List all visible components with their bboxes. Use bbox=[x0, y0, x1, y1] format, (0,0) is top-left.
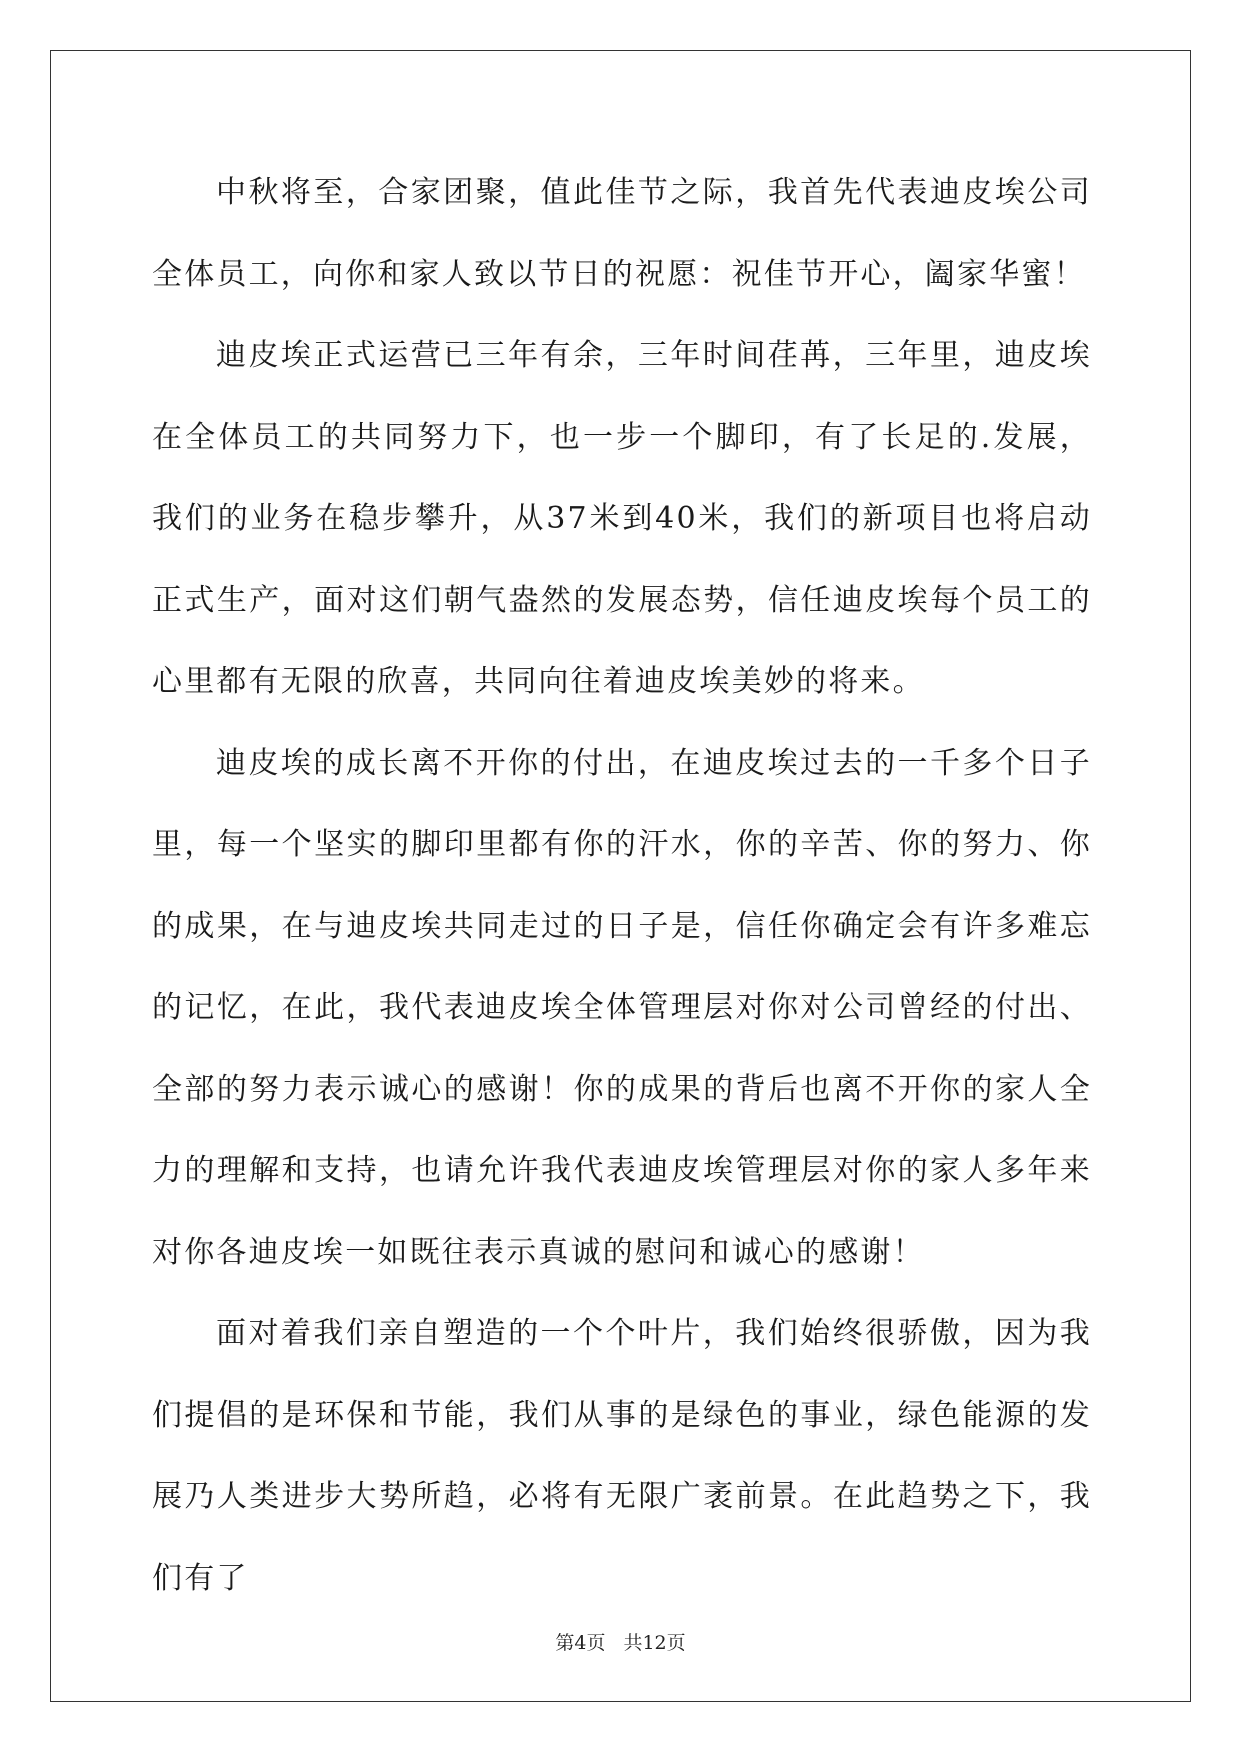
paragraph-greeting: 中秋将至，合家团聚，值此佳节之际，我首先代表迪皮埃公司全体员工，向你和家人致以节日的祝愿：祝佳节开心，阖家华蜜！ bbox=[152, 175, 1092, 292]
page-total: 共12页 bbox=[623, 1632, 686, 1654]
paragraph-green-energy: 面对着我们亲自塑造的一个个叶片，我们始终很骄傲，因为我们提倡的是环保和节能，我们从事的是绿色的事业，绿色能源的发展乃人类进步大势所趋，必将有无限广袤前景。在此趋势之下，我们有了 bbox=[152, 1316, 1092, 1596]
paragraph-thanks: 迪皮埃的成长离不开你的付出，在迪皮埃过去的一千多个日子里，每一个坚实的脚印里都有你的汗水，你的辛苦、你的努力、你的成果，在与迪皮埃共同走过的日子是，信任你确定会有许多难忘的记忆，在此，我代表迪皮埃全体管理层对你对公司曾经的付出、全部的努力表示诚心的感谢！你的成果的背后也离不开你的家人全力的理解和支持，也请允许我代表迪皮埃管理层对你的家人多年来对你各迪皮埃一如既往表示真诚的慰问和诚心的感谢！ bbox=[152, 745, 1092, 1270]
paragraph-company-growth: 迪皮埃正式运营已三年有余，三年时间荏苒，三年里，迪皮埃在全体员工的共同努力下，也一步一个脚印，有了长足的.发展，我们的业务在稳步攀升，从37米到40米，我们的新项目也将启动正式生产，面对这们朝气盎然的发展态势，信任迪皮埃每个员工的心里都有无限的欣喜，共同向往着迪皮埃美妙的将来。 bbox=[152, 338, 1092, 699]
page-number: 第4页 bbox=[555, 1632, 606, 1654]
page-footer bbox=[0, 1628, 1241, 1655]
document-body bbox=[152, 152, 1092, 1619]
